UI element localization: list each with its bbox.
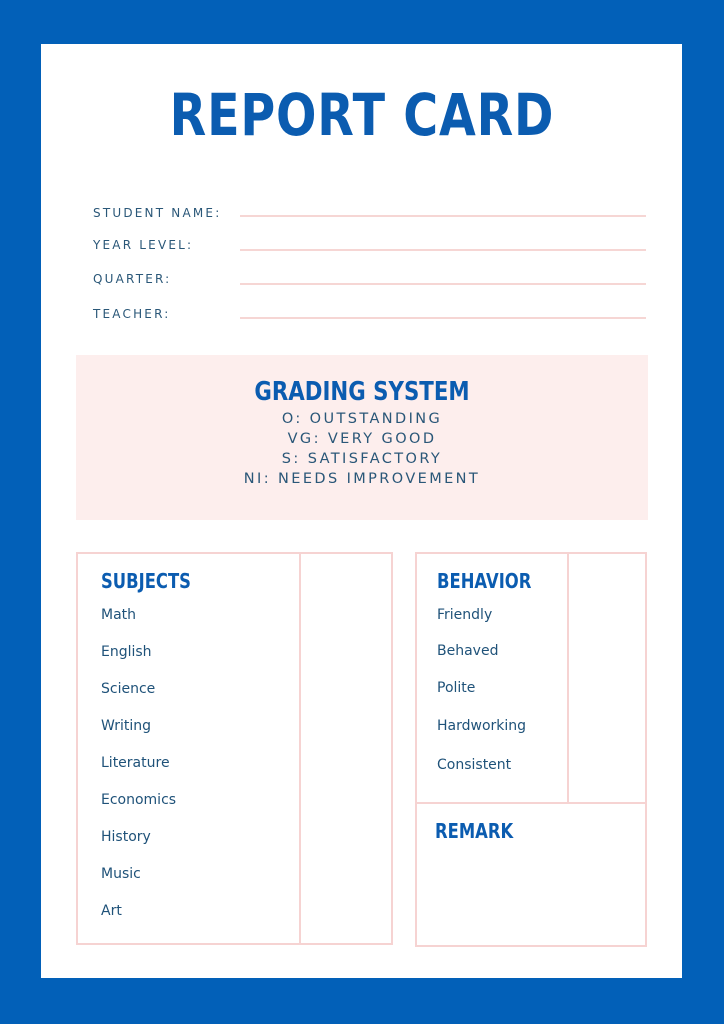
grade-very-good: VG: VERY GOOD — [287, 431, 437, 447]
remark-area[interactable] — [417, 850, 645, 945]
subject-history: History — [101, 829, 151, 845]
page-title: REPORT CARD — [169, 81, 555, 149]
subject-math: Math — [101, 607, 137, 623]
student-name-label: STUDENT NAME: — [93, 206, 222, 220]
quarter-label: QUARTER: — [93, 272, 172, 286]
grade-needs-improvement: NI: NEEDS IMPROVEMENT — [243, 471, 481, 487]
behavior-polite: Polite — [437, 680, 476, 696]
behavior-behaved: Behaved — [437, 643, 499, 659]
grading-system-title: GRADING SYSTEM — [254, 377, 470, 407]
quarter-line[interactable] — [240, 283, 646, 285]
year-level-label: YEAR LEVEL: — [93, 238, 194, 252]
subject-music: Music — [101, 866, 141, 882]
behavior-friendly: Friendly — [437, 607, 493, 623]
subjects-title: SUBJECTS — [101, 569, 191, 593]
remark-divider — [415, 802, 647, 804]
year-level-line[interactable] — [240, 249, 646, 251]
grade-satisfactory: S: SATISFACTORY — [281, 451, 443, 467]
subject-economics: Economics — [101, 792, 177, 808]
subject-literature: Literature — [101, 755, 170, 771]
subjects-grade-column[interactable] — [301, 554, 391, 943]
behavior-title: BEHAVIOR — [437, 569, 532, 593]
behavior-grade-column[interactable] — [569, 554, 645, 802]
subject-english: English — [101, 644, 152, 660]
subject-science: Science — [101, 681, 156, 697]
teacher-line[interactable] — [240, 317, 646, 319]
grade-outstanding: O: OUTSTANDING — [281, 411, 443, 427]
teacher-label: TEACHER: — [93, 307, 171, 321]
behavior-hardworking: Hardworking — [437, 718, 527, 734]
behavior-consistent: Consistent — [437, 757, 512, 773]
student-name-line[interactable] — [240, 215, 646, 217]
grading-system-box — [76, 355, 648, 520]
remark-title: REMARK — [435, 819, 514, 843]
subject-writing: Writing — [101, 718, 151, 734]
subject-art: Art — [101, 903, 122, 919]
